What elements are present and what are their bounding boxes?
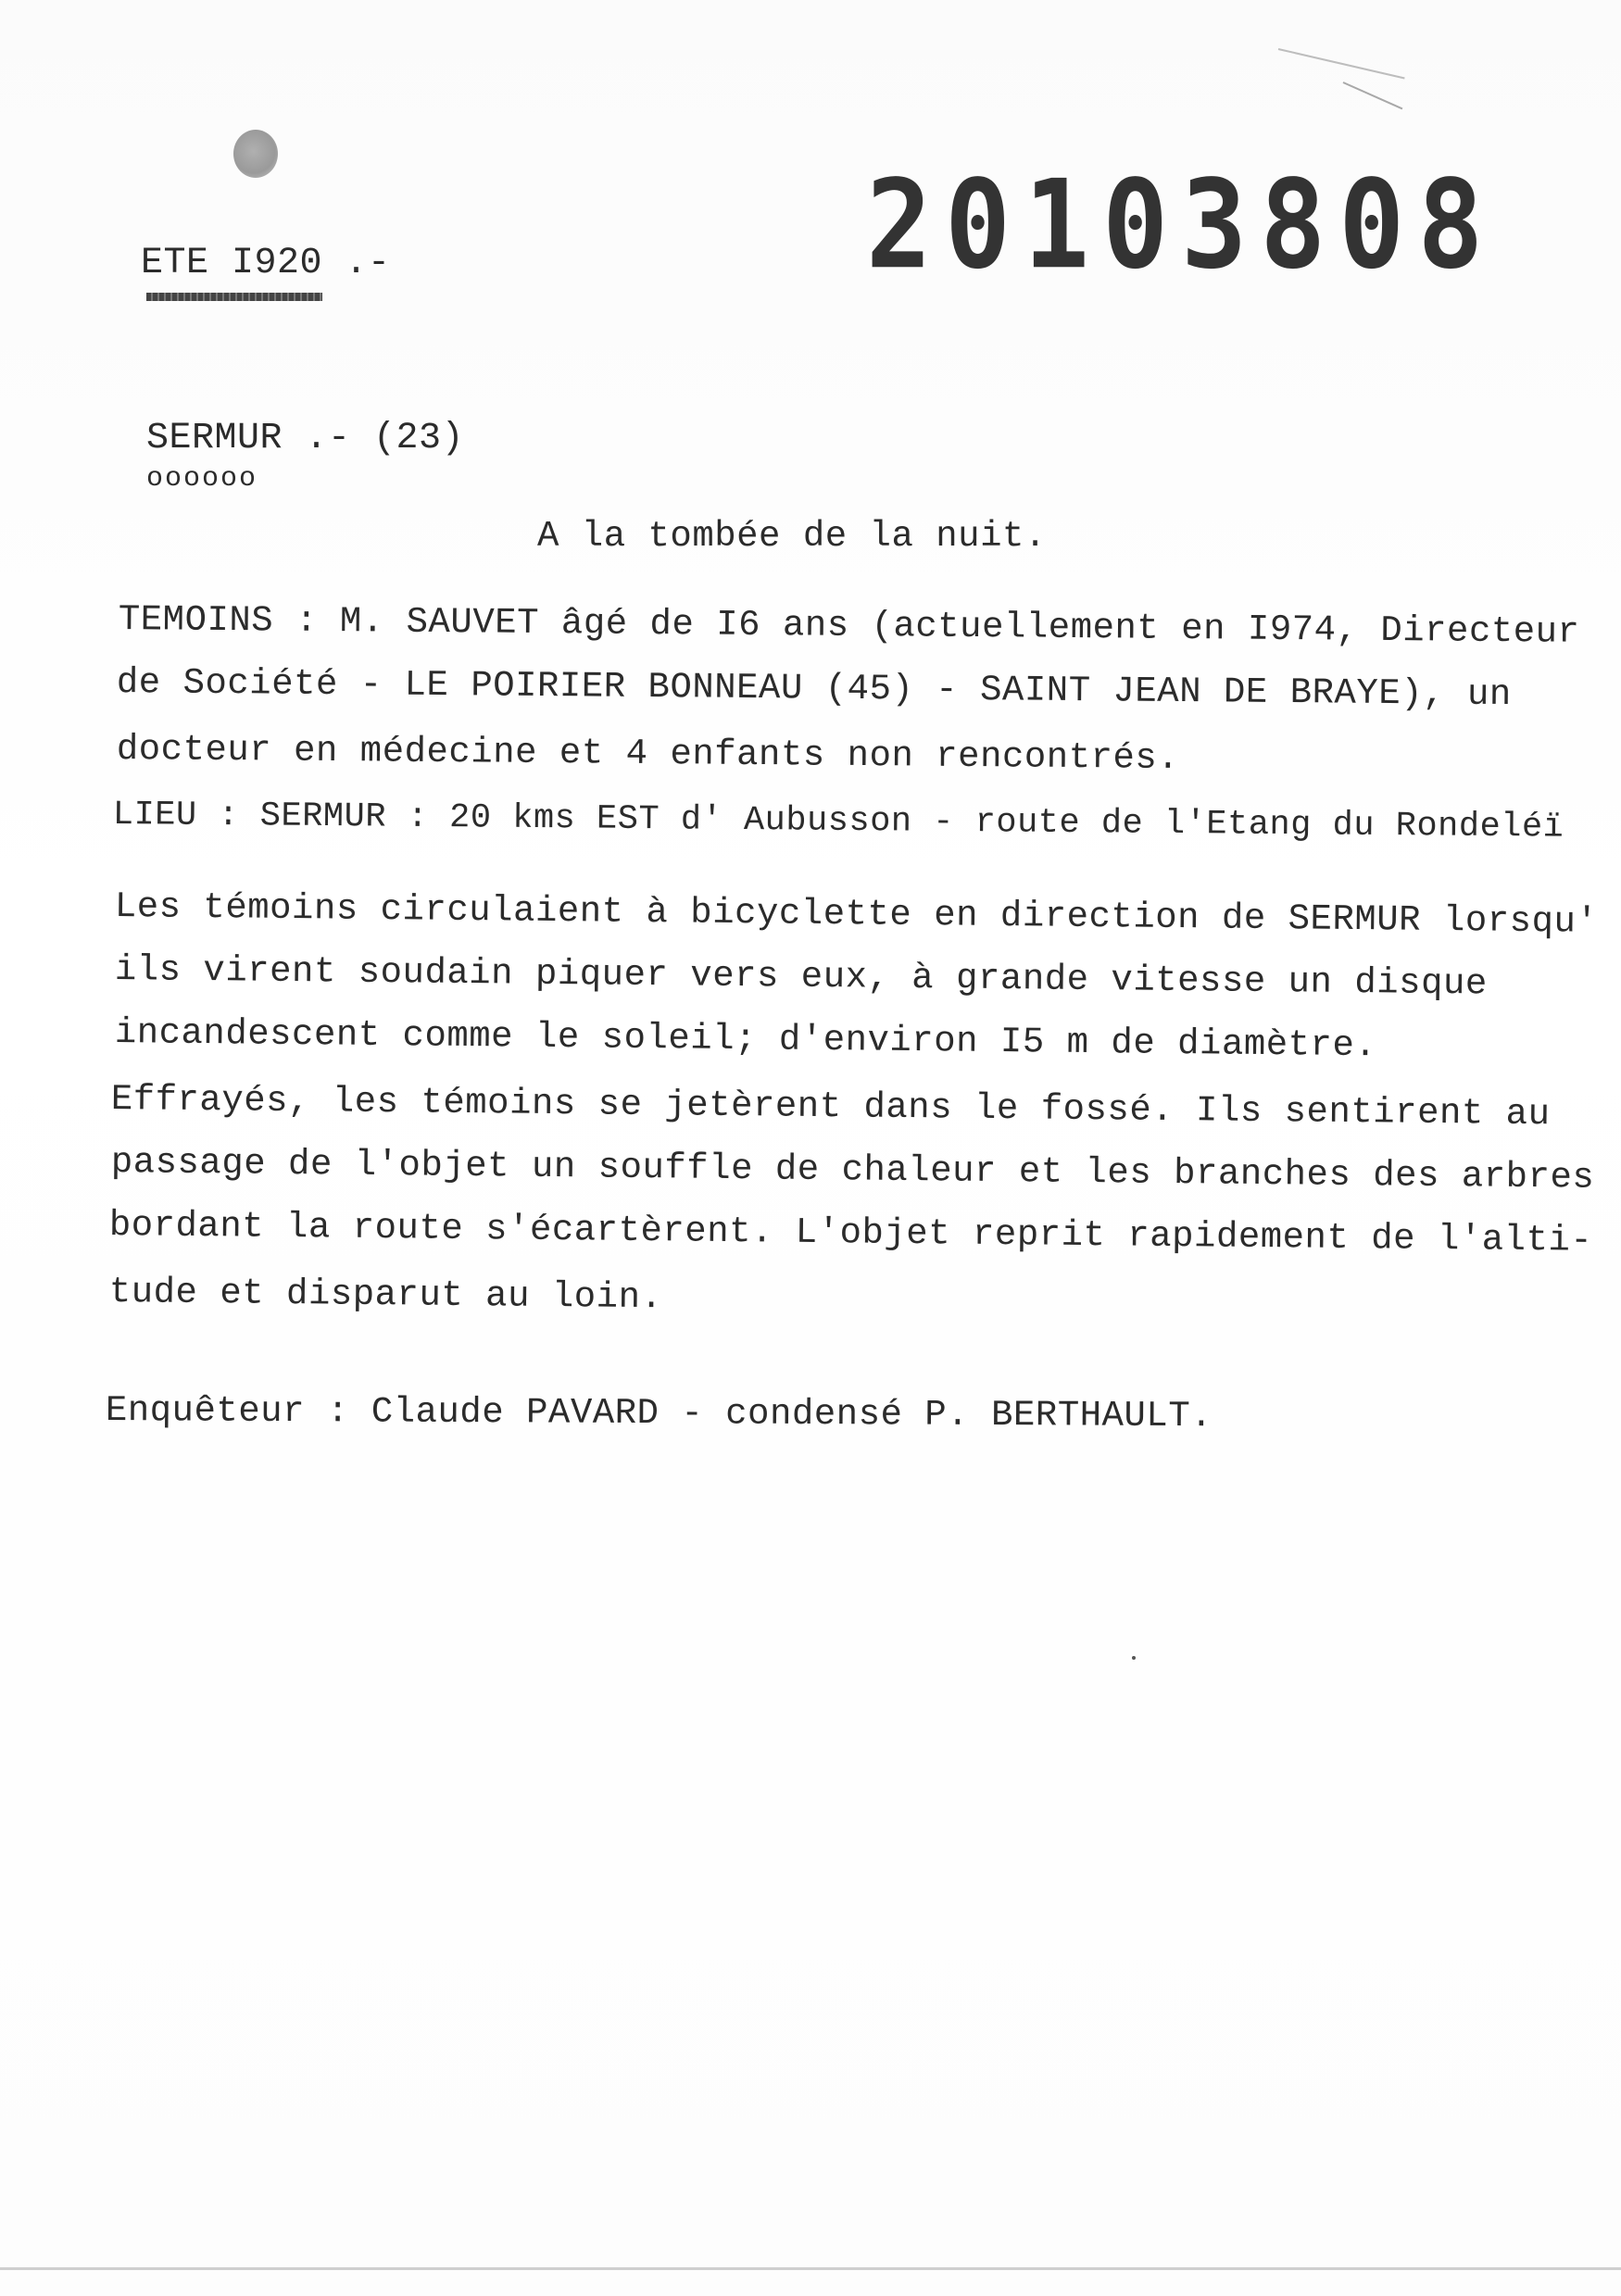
narrative-line-4: Effrayés, les témoins se jetèrent dans le fossé. Ils sentirent au	[110, 1079, 1551, 1135]
date-heading-underline	[146, 293, 322, 301]
narrative-line-1: Les témoins circulaient à bicyclette en direction de SERMUR lorsqu'	[114, 886, 1599, 943]
paper-crease	[1343, 82, 1403, 109]
location-line: LIEU : SERMUR : 20 kms EST d' Aubusson - route de l'Etang du Rondeléï	[112, 796, 1564, 847]
narrative-line-3: incandescent comme le soleil; d'environ I5 m de diamètre.	[114, 1012, 1377, 1067]
narrative-line-6: bordant la route s'écartèrent. L'objet reprit rapidement de l'alti-	[108, 1205, 1593, 1261]
narrative-line-5: passage de l'objet un souffle de chaleur et les branches des arbres	[110, 1142, 1595, 1198]
paper-speck	[1132, 1656, 1136, 1660]
paper-crease	[1278, 48, 1405, 79]
witnesses-line-1: TEMOINS : M. SAUVET âgé de I6 ans (actuellement en I974, Directeur	[118, 599, 1580, 653]
narrative-line-2: ils virent soudain piquer vers eux, à grande vitesse un disque	[114, 949, 1488, 1005]
place-heading-underline: oooooo	[146, 463, 258, 495]
witnesses-line-3: docteur en médecine et 4 enfants non rencontrés.	[116, 729, 1180, 780]
place-heading: SERMUR .- (23)	[146, 418, 465, 459]
reference-number-stamp: 20103808	[866, 153, 1497, 296]
time-of-day: A la tombée de la nuit.	[537, 516, 1047, 557]
investigator-line: Enquêteur : Claude PAVARD - condensé P. BERTHAULT.	[105, 1390, 1213, 1437]
witnesses-line-2: de Société - LE POIRIER BONNEAU (45) - SAINT JEAN DE BRAYE), un	[116, 662, 1512, 716]
punch-hole	[233, 130, 278, 178]
date-heading: ETE I920 .-	[141, 243, 391, 284]
narrative-line-7: tude et disparut au loin.	[108, 1272, 663, 1319]
page-bottom-edge	[0, 2267, 1621, 2270]
